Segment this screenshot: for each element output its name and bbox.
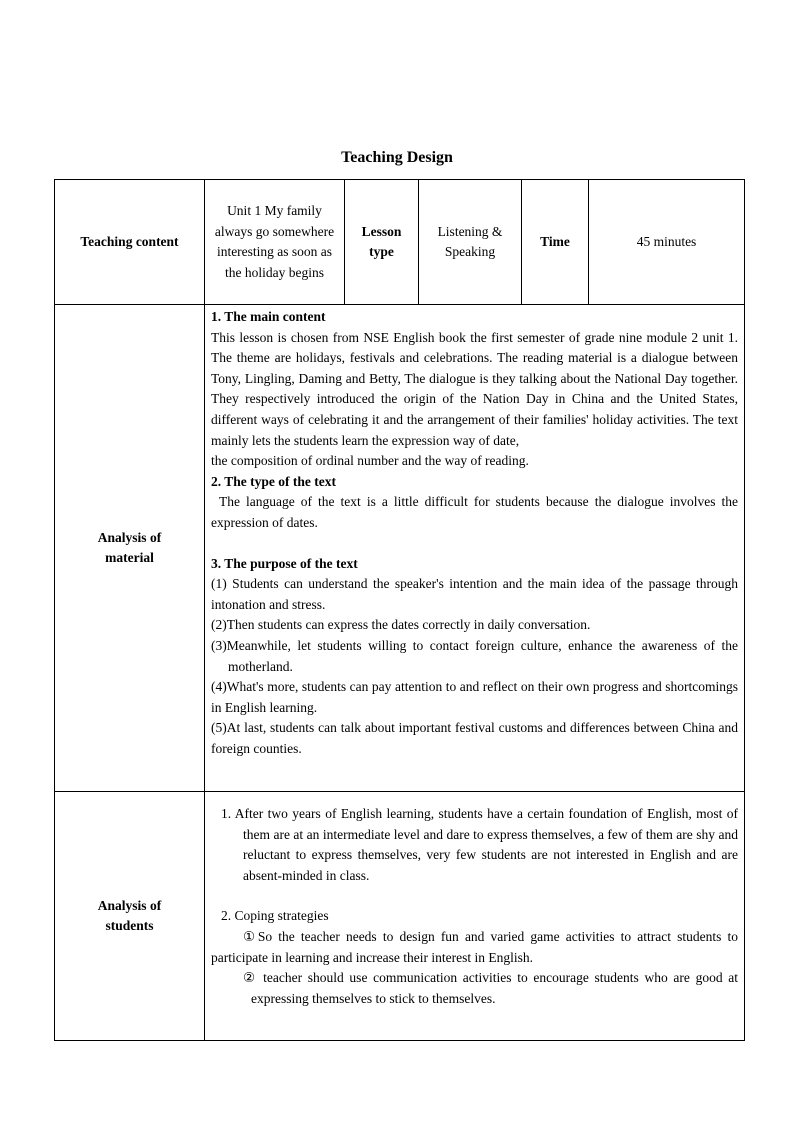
coping-strategies-heading: 2. Coping strategies	[221, 908, 329, 924]
students-row	[55, 792, 745, 1041]
material-row	[55, 305, 745, 792]
unit-title-cell: Unit 1 My family always go somewhere interesting as soon as the holiday begins	[205, 180, 345, 305]
header-row	[55, 180, 745, 305]
students-content	[205, 792, 745, 1041]
time-label: Time	[522, 180, 589, 305]
analysis-of-material-label: Analysis of material	[55, 305, 205, 792]
lesson-type-label: Lesson type	[345, 180, 419, 305]
text-type-heading: 2. The type of the text	[211, 473, 336, 489]
analysis-of-students-label: Analysis of students	[55, 792, 205, 1041]
main-content-paragraph: This lesson is chosen from NSE English book the first semester of grade nine module 2 unit 1. The theme are holidays, festivals and celebrations. The reading material is a dialogue between Tony, Lingling, Daming and Betty, The dialogue is they talking about the National Day together. They respectively introduced the origin of the Nation Day in China and the United States, different ways of celebrating it and the arrangement of their families' holiday activities. The text mainly lets the students learn the expression way of date,	[211, 329, 738, 448]
purpose-item: (1) Students can understand the speaker's intention and the main idea of the passage through intonation and stress.	[211, 576, 738, 612]
purpose-heading: 3. The purpose of the text	[211, 555, 358, 571]
text-type-paragraph: The language of the text is a little difficult for students because the dialogue involves the expression of dates.	[211, 494, 738, 530]
page-title: Teaching Design	[341, 149, 453, 166]
teaching-content-label: Teaching content	[55, 180, 205, 305]
lesson-type-value: Listening & Speaking	[419, 180, 522, 305]
purpose-item: (2)Then students can express the dates correctly in daily conversation.	[211, 617, 591, 633]
time-value: 45 minutes	[589, 180, 745, 305]
strategy-item: ② teacher should use communication activities to encourage students who are good at expressing themselves to stick to themselves.	[243, 970, 738, 1006]
strategy-item: ①So the teacher needs to design fun and varied game activities to attract students to participate in learning and increase their interest in English.	[211, 928, 738, 965]
student-point-1: 1. After two years of English learning, students have a certain foundation of English, most of them are at an intermediate level and dare to express themselves, a few of them are shy and reluctant to express themselves, very few students are not interested in English and are absent-minded in class.	[221, 806, 738, 883]
main-content-heading: 1. The main content	[211, 309, 326, 324]
material-content	[205, 305, 745, 792]
purpose-item: (4)What's more, students can pay attention to and reflect on their own progress and shortcomings in English learning.	[211, 679, 738, 715]
teaching-design-table	[54, 179, 745, 1041]
purpose-item: (3)Meanwhile, let students willing to contact foreign culture, enhance the awareness of the motherland.	[211, 637, 738, 674]
main-content-paragraph-end: the composition of ordinal number and the way of reading.	[211, 453, 529, 469]
purpose-item: (5)At last, students can talk about important festival customs and differences between China and foreign counties.	[211, 720, 738, 756]
